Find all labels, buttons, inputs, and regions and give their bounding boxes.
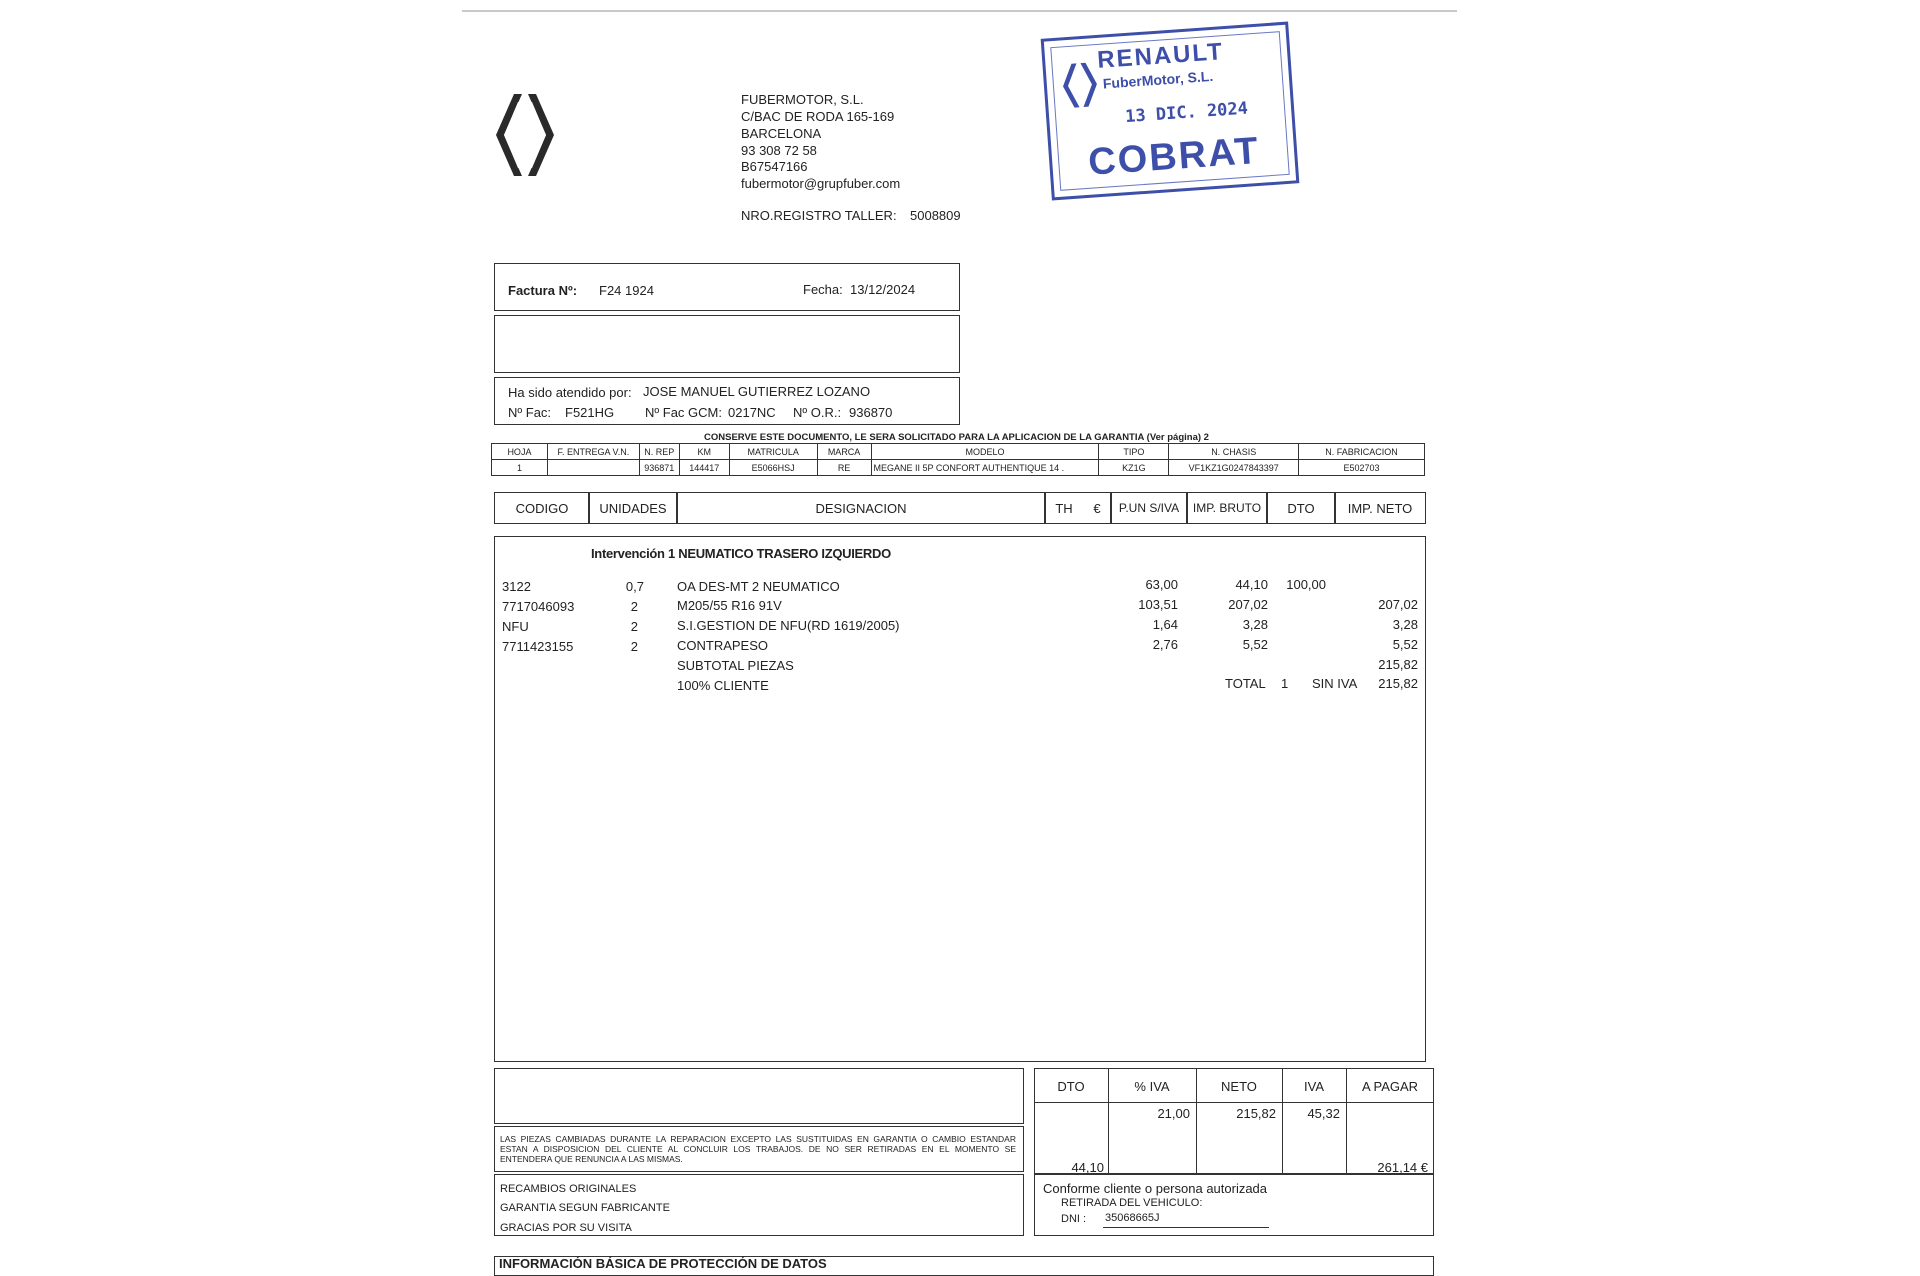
line-bruto: 5,52 bbox=[1242, 637, 1268, 652]
footer-note: GARANTIA SEGUN FABRICANTE bbox=[500, 1202, 670, 1214]
client-percent: 100% CLIENTE bbox=[677, 678, 769, 693]
conforme-box bbox=[1034, 1174, 1434, 1236]
line-neto: 5,52 bbox=[1392, 637, 1418, 652]
gcm-value: 0217NC bbox=[728, 405, 776, 420]
conforme-line1: Conforme cliente o persona autorizada bbox=[1043, 1181, 1268, 1196]
col-unidades: UNIDADES bbox=[588, 492, 678, 524]
vehicle-header-cell: TIPO bbox=[1099, 444, 1169, 460]
legal-box bbox=[494, 1126, 1024, 1172]
totals-header-a-pagar: A PAGAR bbox=[1361, 1079, 1419, 1094]
invoice-number: F24 1924 bbox=[599, 283, 654, 298]
or-value: 936870 bbox=[849, 405, 893, 420]
page-top-edge bbox=[462, 10, 1457, 12]
vehicle-header-row bbox=[492, 444, 1425, 460]
client-box-redacted bbox=[494, 315, 960, 373]
subtotal-value: 215,82 bbox=[1378, 657, 1418, 672]
line-pun: 63,00 bbox=[1145, 577, 1178, 592]
line-pun: 2,76 bbox=[1152, 637, 1178, 652]
vehicle-table bbox=[491, 443, 1425, 476]
footer-note: RECAMBIOS ORIGINALES bbox=[500, 1183, 637, 1195]
registro-label: NRO.REGISTRO TALLER: bbox=[741, 208, 897, 223]
vehicle-value-cell: 1 bbox=[492, 460, 548, 476]
invoice-number-label: Factura Nº: bbox=[508, 283, 578, 298]
line-units: 2 bbox=[630, 599, 638, 614]
stamp-renault-icon bbox=[1059, 60, 1100, 111]
line-units: 2 bbox=[630, 619, 638, 634]
total-sin-iva-value: 215,82 bbox=[1378, 676, 1418, 691]
data-protection-box bbox=[494, 1256, 1434, 1276]
col-th bbox=[1044, 492, 1112, 524]
attended-name: JOSE MANUEL GUTIERREZ LOZANO bbox=[643, 384, 871, 399]
vehicle-value-cell: 936871 bbox=[639, 460, 679, 476]
line-neto: 207,02 bbox=[1378, 597, 1418, 612]
company-name: FUBERMOTOR, S.L. bbox=[741, 92, 864, 107]
attended-label: Ha sido atendido por: bbox=[508, 385, 632, 400]
nfac-label: Nº Fac: bbox=[508, 405, 552, 420]
stamp-brand: RENAULT bbox=[1096, 38, 1225, 74]
line-desc: M205/55 R16 91V bbox=[677, 598, 782, 613]
line-bruto: 207,02 bbox=[1228, 597, 1268, 612]
footer-notes-box bbox=[494, 1174, 1024, 1236]
notes-empty-box bbox=[494, 1068, 1024, 1124]
line-code: 7711423155 bbox=[502, 639, 574, 654]
conforme-line2: RETIRADA DEL VEHICULO: bbox=[1061, 1197, 1203, 1209]
vehicle-header-cell: F. ENTREGA V.N. bbox=[547, 444, 639, 460]
totals-header-neto: NETO bbox=[1221, 1079, 1257, 1094]
totals-neto: 215,82 bbox=[1236, 1106, 1276, 1121]
line-units: 2 bbox=[630, 639, 638, 654]
col-dto: DTO bbox=[1266, 492, 1336, 524]
vehicle-header-cell: HOJA bbox=[492, 444, 548, 460]
col-bruto: IMP. BRUTO bbox=[1186, 492, 1268, 524]
vehicle-header-cell: MODELO bbox=[871, 444, 1099, 460]
company-email: fubermotor@grupfuber.com bbox=[741, 176, 901, 191]
dni-label: DNI : bbox=[1061, 1213, 1087, 1225]
totals-header-iva: IVA bbox=[1304, 1079, 1324, 1094]
dni-value: 35068665J bbox=[1105, 1212, 1160, 1224]
col-neto: IMP. NETO bbox=[1334, 492, 1426, 524]
line-desc: CONTRAPESO bbox=[677, 638, 769, 653]
nfac-value: F521HG bbox=[565, 405, 615, 420]
warranty-notice: CONSERVE ESTE DOCUMENTO, LE SERA SOLICITADO PARA LA APLICACION DE LA GARANTIA (Ver página) 2 bbox=[704, 432, 1209, 443]
line-dto: 100,00 bbox=[1286, 577, 1326, 592]
legal-text: LAS PIEZAS CAMBIADAS DURANTE LA REPARACION EXCEPTO LAS SUSTITUIDAS EN GARANTIA O CAMBIO ESTANDAR ESTAN A DISPOSICION DEL CLIENTE AL CONCLUIR LOS TRABAJOS. DE NO SER RETIRADAS EN EL MOMENTO SE ENTENDERA QUE RENUNCIA A LAS MISMAS. bbox=[500, 1134, 1016, 1164]
line-desc: S.I.GESTION DE NFU(RD 1619/2005) bbox=[677, 618, 900, 633]
data-protection-title: INFORMACIÓN BÁSICA DE PROTECCIÓN DE DATOS bbox=[499, 1256, 827, 1271]
vehicle-header-cell: MATRICULA bbox=[729, 444, 817, 460]
company-city: BARCELONA bbox=[741, 126, 822, 141]
company-cif: B67547166 bbox=[741, 159, 808, 174]
stamp-date: 13 DIC. 2024 bbox=[1124, 98, 1249, 128]
sin-iva-label: SIN IVA bbox=[1312, 676, 1358, 691]
vehicle-value-cell bbox=[547, 460, 639, 476]
line-bruto: 3,28 bbox=[1242, 617, 1268, 632]
col-euro-label: € bbox=[1093, 500, 1101, 516]
line-code: 3122 bbox=[502, 579, 531, 594]
vehicle-value-cell: MEGANE II 5P CONFORT AUTHENTIQUE 14 . bbox=[871, 460, 1099, 476]
col-th-label: TH bbox=[1055, 500, 1073, 516]
vehicle-value-cell: E502703 bbox=[1299, 460, 1425, 476]
vehicle-value-cell: RE bbox=[817, 460, 871, 476]
totals-dto: 44,10 bbox=[1071, 1160, 1104, 1175]
vehicle-header-cell: MARCA bbox=[817, 444, 871, 460]
line-bruto: 44,10 bbox=[1235, 577, 1268, 592]
lines-box bbox=[494, 536, 1426, 1062]
vehicle-header-cell: KM bbox=[679, 444, 729, 460]
line-code: NFU bbox=[502, 619, 529, 634]
line-neto: 3,28 bbox=[1392, 617, 1418, 632]
totals-header-divider bbox=[1034, 1102, 1434, 1103]
line-pun: 1,64 bbox=[1152, 617, 1178, 632]
vehicle-value-cell: E5066HSJ bbox=[729, 460, 817, 476]
vehicle-value-cell: 144417 bbox=[679, 460, 729, 476]
intervention-title: Intervención 1 NEUMATICO TRASERO IZQUIERDO bbox=[591, 546, 891, 561]
company-phone: 93 308 72 58 bbox=[741, 143, 817, 158]
totals-iva: 45,32 bbox=[1307, 1106, 1340, 1121]
invoice-date-label: Fecha: bbox=[803, 282, 843, 297]
totals-header-pct-iva: % IVA bbox=[1134, 1079, 1170, 1094]
vehicle-value-row bbox=[492, 460, 1425, 476]
attended-box bbox=[494, 377, 960, 425]
subtotal-label: SUBTOTAL PIEZAS bbox=[677, 658, 794, 673]
line-desc: OA DES-MT 2 NEUMATICO bbox=[677, 579, 840, 594]
line-code: 7717046093 bbox=[502, 599, 575, 614]
totals-a-pagar: 261,14 € bbox=[1377, 1160, 1428, 1175]
col-designacion: DESIGNACION bbox=[676, 492, 1046, 524]
payment-stamp bbox=[1041, 22, 1300, 201]
renault-logo-icon bbox=[492, 92, 558, 178]
vehicle-value-cell: VF1KZ1G0247843397 bbox=[1169, 460, 1299, 476]
stamp-company: FuberMotor, S.L. bbox=[1102, 67, 1214, 92]
stamp-status: COBRAT bbox=[1086, 129, 1262, 184]
footer-note: GRACIAS POR SU VISITA bbox=[500, 1222, 632, 1234]
totals-pct-iva: 21,00 bbox=[1157, 1106, 1190, 1121]
line-pun: 103,51 bbox=[1138, 597, 1178, 612]
company-address: C/BAC DE RODA 165-169 bbox=[741, 109, 895, 124]
total-label: TOTAL bbox=[1225, 676, 1266, 691]
total-count: 1 bbox=[1281, 676, 1289, 691]
invoice-header-box bbox=[494, 263, 960, 311]
dni-underline bbox=[1103, 1227, 1269, 1228]
col-codigo: CODIGO bbox=[494, 492, 590, 524]
registro-value: 5008809 bbox=[910, 208, 961, 223]
vehicle-header-cell: N. REP bbox=[639, 444, 679, 460]
line-units: 0,7 bbox=[625, 579, 644, 594]
gcm-label: Nº Fac GCM: bbox=[645, 405, 722, 420]
invoice-date: 13/12/2024 bbox=[850, 282, 916, 297]
vehicle-header-cell: N. FABRICACION bbox=[1299, 444, 1425, 460]
vehicle-header-cell: N. CHASIS bbox=[1169, 444, 1299, 460]
col-pun: P.UN S/IVA bbox=[1110, 492, 1188, 524]
or-label: Nº O.R.: bbox=[793, 405, 842, 420]
totals-header-dto: DTO bbox=[1057, 1079, 1085, 1094]
vehicle-value-cell: KZ1G bbox=[1099, 460, 1169, 476]
